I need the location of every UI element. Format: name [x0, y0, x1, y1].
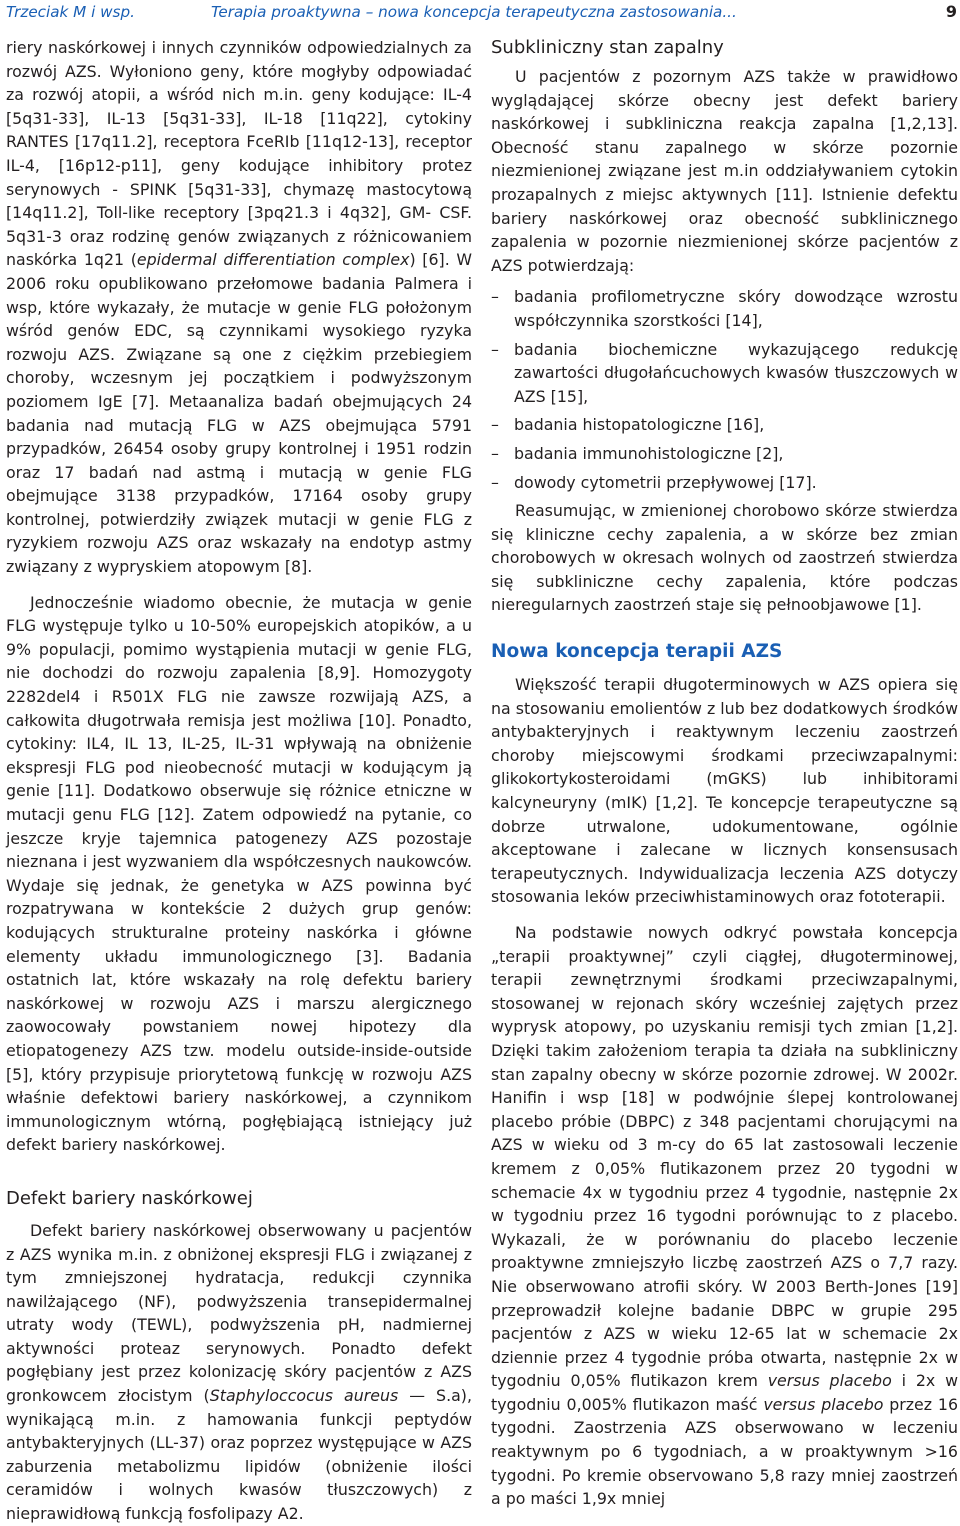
left-column	[6, 36, 472, 1526]
section-heading-subclinical: Subkliniczny stan zapalny	[491, 37, 724, 58]
right-paragraph-2: Reasumując, w zmienionej chorobowo skórze stwierdza się kliniczne cechy zapalenia, a w skórze bez zmian chorobowych w okresach wolnych od zaostrzeń stwierdza się subkliniczne cechy zapalenia, które podczas nieregularnych zaostrzeń staje się pełnoobjawowe [1].	[491, 501, 958, 615]
list-item: – badania profilometryczne skóry dowodzące wzrostu współczynnika szorstkości [14],	[491, 285, 958, 332]
text-run: i 2x w tygodniu 0,005% flutikazon maść	[491, 1371, 958, 1414]
text-run: przez 16 tygodni. Zaostrzenia AZS obserwowano w leczeniu reaktywnym po 6 tygodniach, a w proaktywnym >16 tygodni. Po kremie observowano 5,8 razy mniej zaostrzeń a po maści 1,9x mniej	[491, 1394, 959, 1509]
right-paragraph-4	[491, 921, 958, 1511]
header-authors: Trzeciak M i wsp.	[6, 3, 135, 21]
text-run: riery naskórkowej i innych czynników odpowiedzialnych za rozwój AZS. Wyłoniono geny, które mogłyby odpowiadać za rozwój atopii, a wśród nich m.in. geny kodujące: IL-4 [5q31-33], IL-13 [5q31-33], IL-18 [11q22], cytokiny RANTES [17q11.2], receptora FceRIb [11q12-13], receptor IL-4, [16p12-p11], geny kodujące inhibitory protez serynowych - SPINK [5q31-33], chymazę mastocytową [14q11.2], Toll-like receptory [3pq21.3 i 4q32], GM- CSF. 5q31-3 oraz rodzinę genów związanych z różnicowaniem naskórka 1q21 (	[6, 38, 472, 270]
right-paragraph-1: U pacjentów z pozornym AZS także w prawidłowo wyglądającej skórze obecny jest defekt bariery naskórkowej i subkliniczna reakcja zapalna [1,2,13]. Obecność stanu zapalnego w skórze pozornie niezmienionej związane jest m.in oddziaływaniem cytokin prozapalnych z miejsc aktywnych [11]. Istnienie defektu bariery naskórkowej oraz obecność subklinicznego zapalenia w pozornie niezmienionej skórze pacjentów z AZS potwierdzają:	[491, 67, 958, 275]
text-run: Na podstawie nowych odkryć powstała koncepcja „terapii proaktywnej” czyli ciągłej, długoterminowej, terapii zewnętrznymi środkami przeciwzapalnymi, stosowanej w rejonach skóry wcześniej zajętych przez wyprysk atopowy, po uzyskaniu remisji tych zmian [1,2]. Dzięki takim założeniom terapia ta działa na subkliniczny stan zapalny obecny w skórze pozornie zdrowej. W 2002r. Hanifin i wsp [18] w podwójnie ślepej kontrolowanej placebo próbie (DBPC) z 348 pacjentami chorującymi na AZS w wieku od 3 m-cy do 65 lat zastosowali leczenie kremem z 0,05% flutikazonem przez 20 tygodni w schemacie 4x w tygodniu przez 4 tygodnie, następnie 2x w tygodniu przez 16 tygodni porównując to z placebo. Wykazali, że w porównaniu do placebo leczenie proaktywne zmniejszyło liczbę zaostrzeń AZS o 7,7 razy. Nie obserwowano atrofii skóry. W 2003 Berth-Jones [19] przeprowadził kolejne badanie DBPC w grupie 295 pacjentów z AZS w wieku 12-65 lat w schemacie 2x dziennie przez 4 tygodnie próba otwarta, następnie 2x w tygodniu 0,05% flutikazon krem	[491, 923, 958, 1391]
running-header	[0, 0, 960, 24]
header-title: Terapia proaktywna – nowa koncepcja terapeutyczna zastosowania...	[211, 3, 737, 21]
italic-term: versus placebo	[767, 1371, 892, 1391]
text-run: ) [6]. W 2006 roku opublikowano przełomowe badania Palmera i wsp, które wykazały, że mutacje w genie FLG położonym wśród genów EDC, są czynnikami wysokiego ryzyka rozwoju AZS. Związane są one z ciężkim przebiegiem choroby, wczesnym jej początkiem i podwyższonym poziomem IgE [7]. Metaanaliza badań obejmujących 24 badania nad mutacją FLG w AZS obejmująca 5791 przypadków, 26454 osoby grupy kontrolnej i 1951 rodzin oraz 17 badań nad astmą i mutacją w genie FLG obejmujące 3138 przypadków, 17164 osoby grupy kontrolnej, potwierdziły związek mutacji w genie FLG z ryzykiem rozwoju AZS oraz wskazały na endotyp astmy związany z wypryskiem atopowym [8].	[6, 250, 472, 577]
italic-term: Staphyloccocus aureus	[209, 1386, 399, 1406]
list-item: – dowody cytometrii przepływowej [17].	[491, 471, 958, 495]
text-run: — S.a), wynikającą m.in. z hamowania funkcji peptydów antybakteryjnych (LL-37) oraz poprzez występujące w AZS zaburzenia metabolizmu lipidów (obniżenie ilości ceramidów i wolnych kwasów tłuszczowych) z nieprawidłową funkcją fosfolipazy A2.	[6, 1386, 472, 1524]
text-run: Defekt bariery naskórkowej obserwowany u pacjentów z AZS wynika m.in. z obniżonej ekspresji FLG i związanej z tym zmniejszonej hydratacja, redukcji czynnika nawilżającego (NF), podwyższenia transepidermalnej utraty wody (TEWL), podwyższenia pH, nadmiernej aktywności proteaz serynowych. Ponadto defekt pogłębiany jest przez kolonizację skóry pacjentów z AZS gronkowcem złocistym (	[6, 1220, 472, 1406]
evidence-list	[491, 285, 958, 494]
section-heading-new-concept: Nowa koncepcja terapii AZS	[491, 641, 783, 663]
list-item: – badania histopatologiczne [16],	[491, 413, 958, 437]
section-heading-barrier-defect: Defekt bariery naskórkowej	[6, 1187, 253, 1209]
left-paragraph-3	[6, 1219, 472, 1526]
italic-term: versus placebo	[763, 1394, 884, 1414]
list-item: – badania biochemiczne wykazującego redukcję zawartości długołańcuchowych kwasów tłuszczowych w AZS [15],	[491, 338, 958, 409]
right-column	[491, 36, 958, 1511]
right-paragraph-3: Większość terapii długoterminowych w AZS opiera się na stosowaniu emolientów z lub bez dodatkowych środków antybakteryjnych i reaktywnym leczeniu zaostrzeń choroby miejscowymi środkami przeciwzapalnymi: glikokortykosteroidami (mGKS) lub inhibitorami kalcyneuryny (mIK) [1,2]. Te koncepcje terapeutyczne są dobrze utrwalone, udokumentowane, ogólnie akceptowane i zalecane w licznych konsensusach terapeutycznych. Indywidualizacja leczenia AZS dotyczy stosowania leków przeciwhistaminowych oraz fototerapii.	[491, 675, 958, 907]
left-paragraph-1	[6, 36, 472, 579]
left-paragraph-2: Jednocześnie wiadomo obecnie, że mutacja w genie FLG występuje tylko u 10-50% europejskich atopików, a u 9% populacji, pomimo wystąpienia mutacji w genie FLG, nie dochodzi do rozwoju zapalenia [8,9]. Homozygoty 2282del4 i R501X FLG nie zawsze rozwijają AZS, a całkowita długotrwała remisja jest możliwa [10]. Ponadto, cytokiny: IL4, IL 13, IL-25, IL-31 wpływają na obniżenie ekspresji FLG pod nieobecność mutacji w kodującym ją genie [11]. Dodatkowo obserwuje się różnice etniczne w mutacji genu FLG [12]. Zatem odpowiedź na pytanie, co jeszcze kryje tajemnica patogenezy AZS pozostaje nieznana i jest wyzwaniem dla współczesnych naukowców. Wydaje się jednak, że genetyka w AZS powinna być rozpatrywana w kontekście 2 dużych grup genów: kodujących strukturalne proteiny naskórka i główne elementy układu immunologicznego [3]. Badania ostatnich lat, które wskazały na rolę defektu bariery naskórkowej w rozwoju AZS i marszu alergicznego zaowocowały powstaniem nowej hipotezy dla etiopatogenezy AZS tzw. modelu outside-inside-outside [5], który przypisuje priorytetową funkcję w rozwoju AZS właśnie defektowi bariery naskórkowej, a czynnikom immunologicznym wtórną, pogłębiającą istniejący już defekt bariery naskórkowej.	[6, 592, 472, 1155]
list-item: – badania immunohistologiczne [2],	[491, 442, 958, 466]
italic-term: epidermal differentiation complex	[136, 250, 410, 270]
page-number: 9	[945, 2, 957, 21]
